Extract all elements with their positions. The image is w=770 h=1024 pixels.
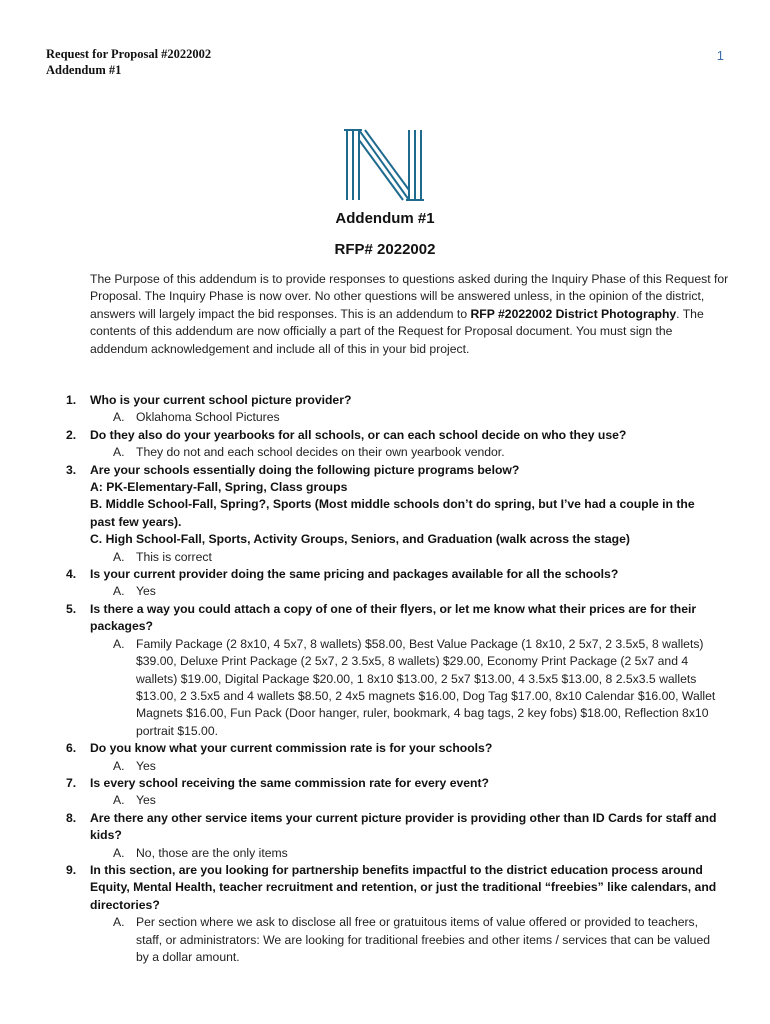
question-text: Do they also do your yearbooks for all schools, or can each school decide on who they use?	[90, 427, 627, 442]
question	[0, 566, 770, 583]
answer-text: Yes	[136, 793, 156, 808]
intro-paragraph	[90, 271, 730, 358]
question	[0, 862, 770, 914]
answer-text: This is correct	[136, 549, 212, 564]
answer	[0, 636, 770, 740]
question	[0, 427, 770, 444]
intro-rfp-reference: RFP #2022002 District Photography	[470, 306, 677, 321]
answer-text: Oklahoma School Pictures	[136, 410, 280, 425]
question-number: 4.	[66, 567, 77, 582]
question-text: Is there a way you could attach a copy of one of their flyers, or let me know what their prices are for their packages?	[90, 601, 697, 634]
answer	[0, 444, 770, 461]
answer-letter: A.	[113, 584, 125, 599]
qa-item-2	[0, 427, 770, 462]
document-header	[46, 46, 211, 78]
answer	[0, 914, 770, 966]
question-text: Are there any other service items your current picture provider is providing other than ID Cards for staff and kids?	[90, 810, 717, 843]
qa-item-6	[0, 740, 770, 775]
answer-text: Yes	[136, 758, 156, 773]
header-addendum-line: Addendum #1	[46, 63, 122, 77]
answer-text: They do not and each school decides on their own yearbook vendor.	[136, 445, 505, 460]
qa-item-1	[0, 392, 770, 427]
qa-item-5	[0, 601, 770, 740]
rfp-number: RFP# 2022002	[334, 241, 436, 258]
question	[0, 601, 770, 636]
answer-letter: A.	[113, 793, 125, 808]
answer	[0, 758, 770, 775]
question-text: Is every school receiving the same commission rate for every event?	[90, 775, 489, 790]
answer-text: Per section where we ask to disclose all free or gratuitous items of value offered or provided to teachers, staff, or administrators: We are looking for traditional freebies and other items / services that can be valued by a dollar amount.	[136, 915, 711, 964]
answer	[0, 583, 770, 600]
qa-item-7	[0, 775, 770, 810]
question-number: 8.	[66, 810, 77, 825]
answer-text: Yes	[136, 584, 156, 599]
district-logo	[343, 128, 425, 202]
question-text: Do you know what your current commission rate is for your schools?	[90, 741, 493, 756]
answer-letter: A.	[113, 758, 125, 773]
answer	[0, 549, 770, 566]
answer-letter: A.	[113, 636, 125, 651]
header-rfp-line: Request for Proposal #2022002	[46, 47, 212, 61]
answer-letter: A.	[113, 845, 125, 860]
answer	[0, 409, 770, 426]
question	[0, 775, 770, 792]
question-text: In this section, are you looking for partnership benefits impactful to the district education process around Equity, Mental Health, teacher recruitment and retention, or just the traditional “freebies” like calendars, and directories?	[90, 862, 717, 912]
qa-item-9	[0, 862, 770, 966]
question	[0, 462, 770, 479]
question-text: Are your schools essentially doing the following picture programs below?	[90, 462, 520, 477]
qa-item-3	[0, 462, 770, 566]
question-number: 5.	[66, 601, 77, 616]
answer	[0, 845, 770, 862]
addendum-title: Addendum #1	[335, 210, 435, 227]
question-number: 9.	[66, 862, 77, 877]
question	[0, 810, 770, 845]
program-line: A: PK-Elementary-Fall, Spring, Class groups	[90, 480, 348, 495]
answer-letter: A.	[113, 445, 125, 460]
answer-letter: A.	[113, 549, 125, 564]
question	[0, 392, 770, 409]
question-number: 6.	[66, 741, 77, 756]
answer-text: No, those are the only items	[136, 845, 288, 860]
question-number: 3.	[66, 462, 77, 477]
answer-text: Family Package (2 8x10, 4 5x7, 8 wallets) $58.00, Best Value Package (1 8x10, 2 5x7, 2 3.5x5, 8 wallets) $39.00, Deluxe Print Package (2 5x7, 2 3.5x5, 8 wallets) $29.00, Economy Print Package (2 5x7 and 4 wallets) $19.00, Digital Package $20.00, 1 8x10 $13.00, 2 5x7 $13.00, 4 3.5x5 $13.00, 8 2.5x3.5 wallets $13.00, 2 3.5x5 and 4 wallets $8.50, 2 4x5 magnets $16.00, Dog Tag $17.00, 8x10 Calendar $16.00, Wallet Magnets $16.00, Fun Pack (Door hanger, ruler, bookmark, 4 bag tags, 2 key fobs) $18.00, Reflection 8x10 portrait $15.00.	[136, 636, 716, 738]
answer-letter: A.	[113, 915, 125, 930]
question-number: 1.	[66, 393, 77, 407]
page-number: 1	[716, 48, 724, 63]
question	[0, 740, 770, 757]
question-number: 2.	[66, 427, 77, 442]
intro-text-2: . The contents of this addendum are now officially a part of the Request for Proposal document. You must sign the addendum acknowledgement and include all of this in your bid project.	[90, 306, 704, 356]
answer-letter: A.	[113, 410, 125, 425]
qa-item-8	[0, 810, 770, 862]
question-number: 7.	[66, 775, 77, 790]
program-line: B. Middle School-Fall, Spring?, Sports (Most middle schools don’t do spring, but I’ve had a couple in the past few years).	[90, 497, 695, 529]
program-line: C. High School-Fall, Sports, Activity Groups, Seniors, and Graduation (walk across the stage)	[90, 532, 630, 547]
answer	[0, 792, 770, 809]
qa-item-4	[0, 566, 770, 601]
question-text: Is your current provider doing the same pricing and packages available for all the schools?	[90, 567, 619, 582]
question-list	[0, 392, 770, 966]
intro-text-1: The Purpose of this addendum is to provide responses to questions asked during the Inquiry Phase of this Request for Proposal. The Inquiry Phase is now over. No other questions will be answered unless, in the opinion of the district, answers will largely impact the bid responses. This is an addendum to	[90, 272, 729, 321]
question-text: Who is your current school picture provider?	[90, 393, 352, 407]
